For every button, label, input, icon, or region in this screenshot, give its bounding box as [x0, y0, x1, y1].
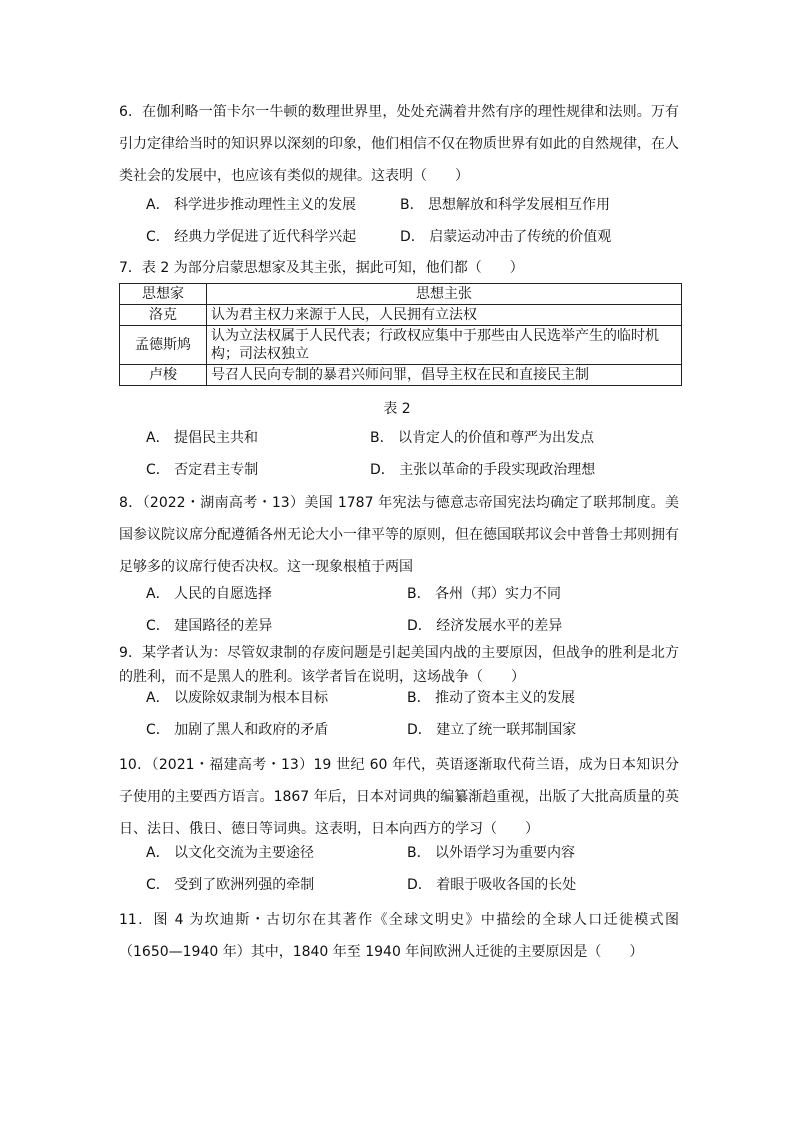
thinker-name: 孟德斯鸠: [120, 326, 207, 365]
question-6-stem: 6．在伽利略一笛卡尔一牛顿的数理世界里，处处充满着井然有序的理性规律和法则。万有引力定律给当时的知识界以深刻的印象，他们相信不仅在物质世界有如此的自然规律，在人类社会的发展中，也应该有类似的规律。这表明（ ）: [119, 104, 679, 184]
table-header-cell: 思想家: [120, 284, 207, 305]
q9-option-d[interactable]: D． 建立了统一联邦制国家: [407, 722, 577, 738]
q6-option-c[interactable]: C． 经典力学促进了近代科学兴起: [146, 229, 357, 245]
q6-option-d[interactable]: D． 启蒙运动冲击了传统的价值观: [400, 229, 612, 245]
q10-option-a[interactable]: A． 以文化交流为主要途径: [146, 845, 315, 861]
q7-option-a[interactable]: A． 提倡民主共和: [146, 430, 259, 446]
thinker-name: 卢梭: [120, 365, 207, 386]
question-11-stem: 11．图 4 为坎迪斯・古切尔在其著作《全球文明史》中描绘的全球人口迁徙模式图（1650—1940 年）其中，1840 年至 1940 年间欧洲人迁徙的主要原因是（ ）: [119, 912, 679, 960]
q7-option-b[interactable]: B． 以肯定人的价值和尊严为出发点: [370, 430, 595, 446]
table-header-cell: 思想主张: [207, 284, 682, 305]
thinker-view: 认为立法权属于人民代表；行政权应集中于那些由人民选举产生的临时机构；司法权独立: [207, 326, 682, 365]
q9-option-b[interactable]: B． 推动了资本主义的发展: [407, 690, 576, 706]
q6-option-b[interactable]: B． 思想解放和科学发展相互作用: [400, 197, 611, 213]
question-8-stem: 8．（2022・湖南高考・13）美国 1787 年宪法与德意志帝国宪法均确定了联邦制度。美国参议院议席分配遵循各州无论大小一律平等的原则，但在德国联邦议会中普鲁士邦则拥有足够多的议席行使否决权。这一现象根植于两国: [119, 495, 679, 575]
q7-option-c[interactable]: C． 否定君主专制: [146, 462, 259, 478]
q9-option-a[interactable]: A． 以废除奴隶制为根本目标: [146, 690, 329, 706]
table-row: [120, 365, 682, 386]
q9-option-c[interactable]: C． 加剧了黑人和政府的矛盾: [146, 722, 329, 738]
question-10-stem: 10．（2021・福建高考・13）19 世纪 60 年代，英语逐渐取代荷兰语，成为日本知识分子使用的主要西方语言。1867 年后，日本对词典的编纂渐趋重视，出版了大批高质量的英日、法日、俄日、德日等词典。这表明，日本向西方的学习（ ）: [119, 757, 679, 837]
thinker-view: 号召人民向专制的暴君兴师问罪，倡导主权在民和直接民主制: [207, 365, 682, 386]
question-9-stem: 9．某学者认为：尽管奴隶制的存废问题是引起美国内战的主要原因，但战争的胜利是北方的胜利，而不是黑人的胜利。该学者旨在说明，这场战争（ ）: [119, 645, 679, 685]
table-caption: 表 2: [383, 401, 411, 417]
q6-option-a[interactable]: A． 科学进步推动理性主义的发展: [146, 197, 357, 213]
table-row: [120, 305, 682, 326]
q10-option-c[interactable]: C． 受到了欧洲列强的牵制: [146, 877, 315, 893]
q10-option-d[interactable]: D． 着眼于吸收各国的长处: [407, 877, 577, 893]
q10-option-b[interactable]: B． 以外语学习为重要内容: [407, 845, 576, 861]
table-header-row: [120, 284, 682, 305]
thinkers-table: [119, 283, 682, 386]
q8-option-a[interactable]: A． 人民的自愿选择: [146, 586, 273, 602]
q8-option-d[interactable]: D． 经济发展水平的差异: [407, 618, 563, 634]
question-7-stem: 7．表 2 为部分启蒙思想家及其主张，据此可知，他们都（ ）: [119, 260, 524, 276]
thinker-name: 洛克: [120, 305, 207, 326]
q7-option-d[interactable]: D． 主张以革命的手段实现政治理想: [370, 462, 596, 478]
thinker-view: 认为君主权力来源于人民，人民拥有立法权: [207, 305, 682, 326]
q8-option-c[interactable]: C． 建国路径的差异: [146, 618, 273, 634]
table-row: [120, 326, 682, 365]
q8-option-b[interactable]: B． 各州（邦）实力不同: [407, 586, 562, 602]
